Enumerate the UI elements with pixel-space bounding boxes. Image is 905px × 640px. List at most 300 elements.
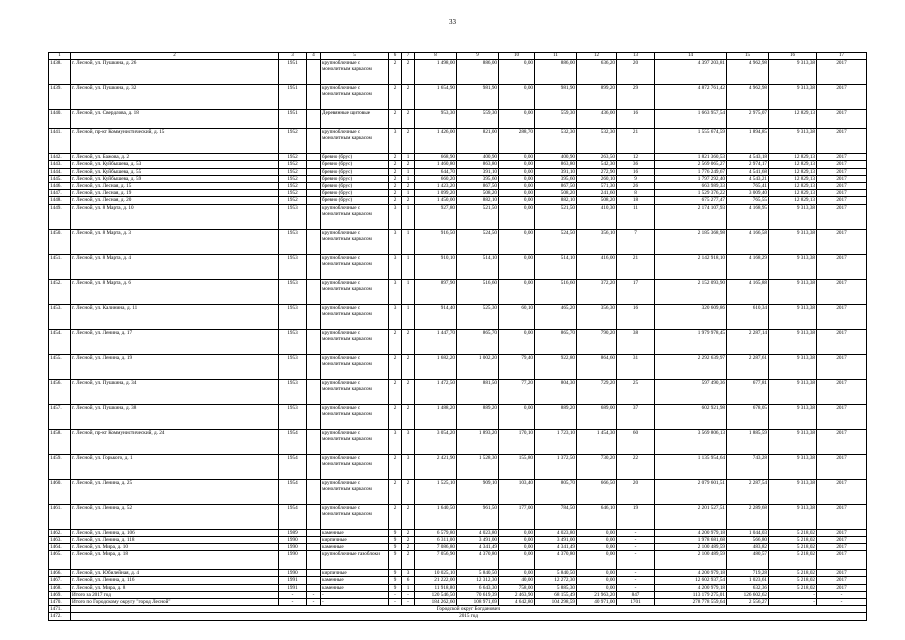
table-row (49, 129, 867, 154)
cost-per-m2-cell: 743,28 (727, 454, 769, 479)
year-plan-cell: 2017 (817, 329, 867, 354)
wall-material-cell: крупноблочные с монолитным каркасом (321, 454, 389, 479)
floors-cell: 2 (389, 379, 402, 404)
entrances-cell: 2 (402, 504, 415, 529)
cost-per-m2-cell: 2 289,68 (727, 504, 769, 529)
total-area-cell: 927,80 (415, 204, 457, 229)
cost-cell: 2 185 368,98 (655, 229, 727, 254)
living-area-cell: 12 312,30 (457, 577, 499, 584)
table-row (49, 479, 867, 504)
year-plan-cell: 2017 (817, 544, 867, 551)
area-col12-cell: 636,20 (577, 60, 617, 85)
wall-material-cell: крупноблочные с монолитным каркасом (321, 304, 389, 329)
nonliving-area-cell: 0,00 (499, 190, 535, 197)
year-cell: 1952 (279, 168, 307, 175)
residents-cell: 16 (617, 110, 655, 129)
area-col12-cell: 40 971,00 (577, 599, 617, 606)
cost-per-m2-cell: 4 166,58 (727, 229, 769, 254)
wall-material-cell: кирпичные (321, 536, 389, 543)
residential-area-cell: 395,60 (535, 175, 577, 182)
col4-cell (307, 354, 321, 379)
year-plan-cell: 2017 (817, 577, 867, 584)
area-col12-cell: 263,50 (577, 154, 617, 161)
residential-area-cell: 882,10 (535, 197, 577, 204)
col4-cell (307, 204, 321, 229)
nonliving-area-cell: 288,70 (499, 129, 535, 154)
entrances-cell: 3 (402, 454, 415, 479)
residents-cell: 7 (617, 229, 655, 254)
total-area-cell: 2 421,90 (415, 454, 457, 479)
floors-cell: 3 (389, 254, 402, 279)
total-area-cell: 897,90 (415, 279, 457, 304)
nonliving-area-cell: 0,00 (499, 544, 535, 551)
cost-cell: 1 979 978,45 (655, 329, 727, 354)
table-row (49, 429, 867, 454)
total-area-cell: 668,90 (415, 154, 457, 161)
table-row (49, 168, 867, 175)
floors-cell: 2 (389, 168, 402, 175)
year-cell: 1952 (279, 154, 307, 161)
year-plan-cell: 2017 (817, 168, 867, 175)
col4-cell (307, 584, 321, 591)
cost-cell: 2 292 639,97 (655, 354, 727, 379)
table-body (49, 60, 867, 620)
row-number: 1465. (49, 551, 71, 570)
max-cost-cell: 12 829,13 (769, 168, 817, 175)
living-area-cell: 508,20 (457, 190, 499, 197)
cost-per-m2-cell: 610,34 (727, 304, 769, 329)
floors-cell: 2 (389, 329, 402, 354)
total-area-cell: 11 918,80 (415, 584, 457, 591)
cost-cell: 2 100 489,59 (655, 544, 727, 551)
living-area-cell: 821,00 (457, 129, 499, 154)
column-header: 4 (307, 53, 321, 60)
wall-material-cell: каменные (321, 544, 389, 551)
address-cell: г. Лесной, ул. Калинина, д. 11 (71, 304, 279, 329)
year-cell: 1990 (279, 551, 307, 570)
floors-cell: 2 (389, 354, 402, 379)
year-plan-cell: 2017 (817, 584, 867, 591)
column-header: 6 (389, 53, 402, 60)
cost-cell: 2 100 489,59 (655, 551, 727, 570)
residents-cell: 16 (617, 168, 655, 175)
table-row (49, 584, 867, 591)
row-number: 1448. (49, 197, 71, 204)
wall-material-cell: бревно (брус) (321, 175, 389, 182)
living-area-cell: 525,30 (457, 304, 499, 329)
cost-cell: 1 135 954,64 (655, 454, 727, 479)
cost-per-m2-cell: 1 885,59 (727, 429, 769, 454)
max-cost-cell: 9 313,38 (769, 429, 817, 454)
year-cell: - (279, 599, 307, 606)
cost-per-m2-cell: 483,82 (727, 544, 769, 551)
wall-material-cell: бревно (брус) (321, 197, 389, 204)
entrances-cell: 1 (402, 190, 415, 197)
residents-cell: 21 (617, 254, 655, 279)
max-cost-cell: 9 313,38 (769, 404, 817, 429)
max-cost-cell: 5 218,02 (769, 529, 817, 536)
year-plan-cell: - (817, 599, 867, 606)
total-area-cell: 7 056,90 (415, 551, 457, 570)
col4-cell: - (307, 599, 321, 606)
area-col12-cell: 410,30 (577, 204, 617, 229)
nonliving-area-cell: 0,00 (499, 161, 535, 168)
address-cell: г. Лесной, ул. Куйбышева, д. 53 (71, 161, 279, 168)
nonliving-area-cell: 0,00 (499, 229, 535, 254)
cost-cell: 2 174 107,93 (655, 204, 727, 229)
max-cost-cell: 9 313,38 (769, 279, 817, 304)
table-row (49, 229, 867, 254)
section-row (49, 606, 867, 613)
section-row (49, 613, 867, 620)
wall-material-cell: крупноблочные с монолитным каркасом (321, 229, 389, 254)
cost-per-m2-cell: 632,36 (727, 584, 769, 591)
row-number: 1467. (49, 577, 71, 584)
entrances-cell: 1 (402, 279, 415, 304)
wall-material-cell: крупноблочные с монолитным каркасом (321, 254, 389, 279)
address-cell: г. Лесной, ул. Мира, д. 10 (71, 544, 279, 551)
cost-cell: 1 529 376,22 (655, 190, 727, 197)
entrances-cell: - (402, 591, 415, 598)
max-cost-cell: 5 218,02 (769, 544, 817, 551)
table-row (49, 577, 867, 584)
year-plan-cell: 2017 (817, 60, 867, 85)
col4-cell (307, 536, 321, 543)
entrances-cell: 2 (402, 60, 415, 85)
floors-cell: 3 (389, 204, 402, 229)
cost-cell: 663 989,33 (655, 183, 727, 190)
residential-area-cell: 465,20 (535, 304, 577, 329)
column-header: 15 (727, 53, 769, 60)
address-cell: г. Лесной, ул. Мира, д. 8 (71, 584, 279, 591)
nonliving-area-cell: 40,00 (499, 577, 535, 584)
cost-cell: 2 142 918,10 (655, 254, 727, 279)
residential-area-cell: 514,10 (535, 254, 577, 279)
living-area-cell: 886,00 (457, 60, 499, 85)
year-plan-cell: 2017 (817, 129, 867, 154)
living-area-cell: 108 971,69 (457, 599, 499, 606)
address-cell: г. Лесной, ул. Пушкина, д. 26 (71, 60, 279, 85)
row-number: 1454. (49, 329, 71, 354)
max-cost-cell: 9 313,38 (769, 479, 817, 504)
address-cell: г. Лесной, ул. Ленина, д. 116 (71, 577, 279, 584)
cost-per-m2-cell: 2 975,07 (727, 110, 769, 129)
area-col12-cell: 508,20 (577, 197, 617, 204)
floors-cell: 3 (389, 279, 402, 304)
row-number: 1459. (49, 454, 71, 479)
area-col12-cell: 790,20 (577, 329, 617, 354)
floors-cell: - (389, 599, 402, 606)
row-number: 1464. (49, 544, 71, 551)
max-cost-cell: 12 829,13 (769, 154, 817, 161)
row-number: 1450. (49, 229, 71, 254)
max-cost-cell: 12 829,13 (769, 175, 817, 182)
max-cost-cell: 5 218,02 (769, 536, 817, 543)
floors-cell: 3 (389, 229, 402, 254)
address-cell: г. Лесной, ул. Ленина, д. 118 (71, 536, 279, 543)
table-row (49, 551, 867, 570)
nonliving-area-cell: 0,00 (499, 551, 535, 570)
address-cell: г. Лесной, пр-кт Коммунистический, д. 24 (71, 429, 279, 454)
residential-area-cell: 4 023,80 (535, 529, 577, 536)
floors-cell: 2 (389, 110, 402, 129)
cost-cell: 113 179 275,01 (655, 591, 727, 598)
living-area-cell: 521,50 (457, 204, 499, 229)
residential-area-cell: 68 155,49 (535, 591, 577, 598)
living-area-cell: 395,60 (457, 175, 499, 182)
cost-per-m2-cell: 2 287,14 (727, 329, 769, 354)
cost-per-m2-cell: 4 962,98 (727, 85, 769, 110)
col4-cell (307, 304, 321, 329)
area-col12-cell: 0,00 (577, 551, 617, 570)
year-plan-cell: 2017 (817, 536, 867, 543)
wall-material-cell: крупноблочные газоблоки (321, 551, 389, 570)
col4-cell (307, 404, 321, 429)
wall-material-cell: бревно (брус) (321, 154, 389, 161)
table-row (49, 304, 867, 329)
year-plan-cell: 2017 (817, 190, 867, 197)
residential-area-cell: 400,90 (535, 154, 577, 161)
cost-cell: 12 602 937,54 (655, 577, 727, 584)
residential-area-cell: 922,80 (535, 354, 577, 379)
living-area-cell: 516,60 (457, 279, 499, 304)
row-number: 1470. (49, 599, 71, 606)
row-number: 1445. (49, 175, 71, 182)
residential-area-cell: 3 491,00 (535, 536, 577, 543)
address-cell: г. Лесной, ул. Лесная, д. 19 (71, 190, 279, 197)
living-area-cell: 6 643,30 (457, 584, 499, 591)
area-col12-cell: 730,20 (577, 454, 617, 479)
residents-cell: 29 (617, 85, 655, 110)
table-row (49, 504, 867, 529)
max-cost-cell: 9 313,38 (769, 304, 817, 329)
column-header: 12 (577, 53, 617, 60)
year-cell: 1990 (279, 570, 307, 577)
table-row (49, 591, 867, 598)
row-number: 1460. (49, 479, 71, 504)
residential-area-cell: 516,60 (535, 279, 577, 304)
nonliving-area-cell: 177,00 (499, 504, 535, 529)
wall-material-cell: крупноблочные с монолитным каркасом (321, 429, 389, 454)
living-area-cell: 961,50 (457, 504, 499, 529)
nonliving-area-cell: 0,00 (499, 175, 535, 182)
col4-cell (307, 329, 321, 354)
address-cell: г. Лесной, ул. Ленина, д. 17 (71, 329, 279, 354)
column-header: 13 (617, 53, 655, 60)
year-plan-cell: 2017 (817, 204, 867, 229)
nonliving-area-cell: 0,00 (499, 85, 535, 110)
table-row (49, 161, 867, 168)
residential-area-cell: 865,70 (535, 329, 577, 354)
address-cell: г. Лесной, ул. Свердлова, д. 18 (71, 110, 279, 129)
cost-per-m2-cell: 4 543,21 (727, 175, 769, 182)
total-area-cell: 10 025,10 (415, 570, 457, 577)
max-cost-cell: - (769, 591, 817, 598)
wall-material-cell: крупноблочные с монолитным каркасом (321, 279, 389, 304)
row-number: 1439. (49, 85, 71, 110)
living-area-cell: 909,10 (457, 479, 499, 504)
living-area-cell: 882,10 (457, 197, 499, 204)
residential-area-cell: 804,30 (535, 379, 577, 404)
year-plan-cell: 2017 (817, 110, 867, 129)
total-area-cell: 1 488,20 (415, 404, 457, 429)
nonliving-area-cell: 170,10 (499, 429, 535, 454)
floors-cell: 2 (389, 175, 402, 182)
row-number: 1458. (49, 429, 71, 454)
nonliving-area-cell: 77,20 (499, 379, 535, 404)
entrances-cell: 2 (402, 529, 415, 536)
floors-cell: 3 (389, 129, 402, 154)
residents-cell: - (617, 544, 655, 551)
year-plan-cell: 2017 (817, 529, 867, 536)
table-row (49, 183, 867, 190)
year-cell: 1990 (279, 536, 307, 543)
residential-area-cell: 521,50 (535, 204, 577, 229)
area-col12-cell: 356,10 (577, 229, 617, 254)
col4-cell (307, 529, 321, 536)
residential-area-cell: 532,30 (535, 129, 577, 154)
column-header: 3 (279, 53, 307, 60)
entrances-cell: 6 (402, 577, 415, 584)
column-header: 16 (769, 53, 817, 60)
cost-per-m2-cell: 765,41 (727, 183, 769, 190)
area-col12-cell: 542,30 (577, 161, 617, 168)
col4-cell (307, 60, 321, 85)
living-area-cell: 889,20 (457, 404, 499, 429)
residents-cell: - (617, 577, 655, 584)
total-area-cell: 184 262,60 (415, 599, 457, 606)
col4-cell (307, 183, 321, 190)
address-cell: г. Лесной, ул. Лесная, д. 15 (71, 183, 279, 190)
entrances-cell: 2 (402, 536, 415, 543)
entrances-cell: 2 (402, 544, 415, 551)
year-cell: 1952 (279, 175, 307, 182)
living-area-cell: 4 370,80 (457, 551, 499, 570)
year-cell: 1991 (279, 584, 307, 591)
residents-cell: - (617, 584, 655, 591)
table-row (49, 529, 867, 536)
cost-cell: 3 569 806,13 (655, 429, 727, 454)
residential-area-cell: 391,10 (535, 168, 577, 175)
floors-cell: 9 (389, 529, 402, 536)
total-area-cell: 21 222,00 (415, 577, 457, 584)
year-plan-cell: 2017 (817, 304, 867, 329)
wall-material-cell: крупноблочные с монолитным каркасом (321, 379, 389, 404)
floors-cell: 9 (389, 577, 402, 584)
area-col12-cell: 260,10 (577, 175, 617, 182)
living-area-cell: 559,30 (457, 110, 499, 129)
cost-cell: 2 152 093,90 (655, 279, 727, 304)
address-cell: г. Лесной, ул. Пушкина, д. 32 (71, 85, 279, 110)
entrances-cell: 2 (402, 379, 415, 404)
row-number: 1452. (49, 279, 71, 304)
entrances-cell: 1 (402, 584, 415, 591)
residents-cell: 847 (617, 591, 655, 598)
table-row (49, 379, 867, 404)
total-area-cell: 7 086,80 (415, 544, 457, 551)
wall-material-cell: крупноблочные с монолитным каркасом (321, 479, 389, 504)
area-col12-cell: 241,60 (577, 190, 617, 197)
cost-cell: 1 663 957,54 (655, 110, 727, 129)
cost-cell: 2 201 527,51 (655, 504, 727, 529)
year-cell: 1953 (279, 404, 307, 429)
column-header: 5 (321, 53, 389, 60)
residents-cell: 36 (617, 161, 655, 168)
column-header: 8 (415, 53, 457, 60)
floors-cell: 9 (389, 584, 402, 591)
total-area-cell: 6 579,80 (415, 529, 457, 536)
year-plan-cell: 2017 (817, 354, 867, 379)
area-col12-cell: 532,30 (577, 129, 617, 154)
nonliving-area-cell: 2 463,90 (499, 591, 535, 598)
column-header: 11 (535, 53, 577, 60)
year-cell: 1989 (279, 529, 307, 536)
year-plan-cell: 2017 (817, 404, 867, 429)
living-area-cell: 5 840,50 (457, 570, 499, 577)
total-area-cell: 953,30 (415, 110, 457, 129)
area-col12-cell: 729,20 (577, 379, 617, 404)
section-title: 2015 год (71, 613, 867, 620)
total-area-cell: 660,20 (415, 175, 457, 182)
floors-cell: 3 (389, 304, 402, 329)
area-col12-cell: 666,50 (577, 479, 617, 504)
address-cell: г. Лесной, пр-кт Коммунистический, д. 15 (71, 129, 279, 154)
wall-material-cell: каменные (321, 584, 389, 591)
row-number: 1457. (49, 404, 71, 429)
cost-cell: 1 776 249,67 (655, 168, 727, 175)
cost-cell: 597 490,36 (655, 379, 727, 404)
year-cell: 1991 (279, 577, 307, 584)
residential-area-cell: 889,20 (535, 404, 577, 429)
living-area-cell: 865,70 (457, 329, 499, 354)
year-cell: 1953 (279, 204, 307, 229)
residents-cell: 8 (617, 190, 655, 197)
residential-area-cell: 559,30 (535, 110, 577, 129)
cost-per-m2-cell: 4 962,98 (727, 60, 769, 85)
column-header: 2 (71, 53, 279, 60)
floors-cell: 9 (389, 544, 402, 551)
table-row (49, 544, 867, 551)
total-area-cell: 3 054,20 (415, 429, 457, 454)
cost-cell: 1 978 681,68 (655, 536, 727, 543)
year-cell: 1952 (279, 161, 307, 168)
floors-cell: 2 (389, 479, 402, 504)
floors-cell: 2 (389, 183, 402, 190)
cost-cell: 2 079 601,51 (655, 479, 727, 504)
residential-area-cell: 524,50 (535, 229, 577, 254)
entrances-cell: 2 (402, 129, 415, 154)
living-area-cell: 70 619,39 (457, 591, 499, 598)
table-row (49, 354, 867, 379)
address-cell: г. Лесной, ул. Ленина, д. 106 (71, 529, 279, 536)
max-cost-cell: 12 829,13 (769, 110, 817, 129)
residents-cell: 1701 (617, 599, 655, 606)
area-col12-cell: 0,00 (577, 570, 617, 577)
floors-cell: 2 (389, 504, 402, 529)
residential-area-cell: 863,80 (535, 161, 577, 168)
wall-material-cell: бревно (брус) (321, 161, 389, 168)
nonliving-area-cell: 103,40 (499, 479, 535, 504)
nonliving-area-cell: 0,00 (499, 60, 535, 85)
col4-cell (307, 429, 321, 454)
floors-cell: 2 (389, 154, 402, 161)
total-area-cell: 914,40 (415, 304, 457, 329)
residents-cell: - (617, 536, 655, 543)
cost-per-m2-cell: 2 287,54 (727, 479, 769, 504)
row-number: 1447. (49, 190, 71, 197)
residential-area-cell: 805,70 (535, 479, 577, 504)
column-header: 14 (655, 53, 727, 60)
